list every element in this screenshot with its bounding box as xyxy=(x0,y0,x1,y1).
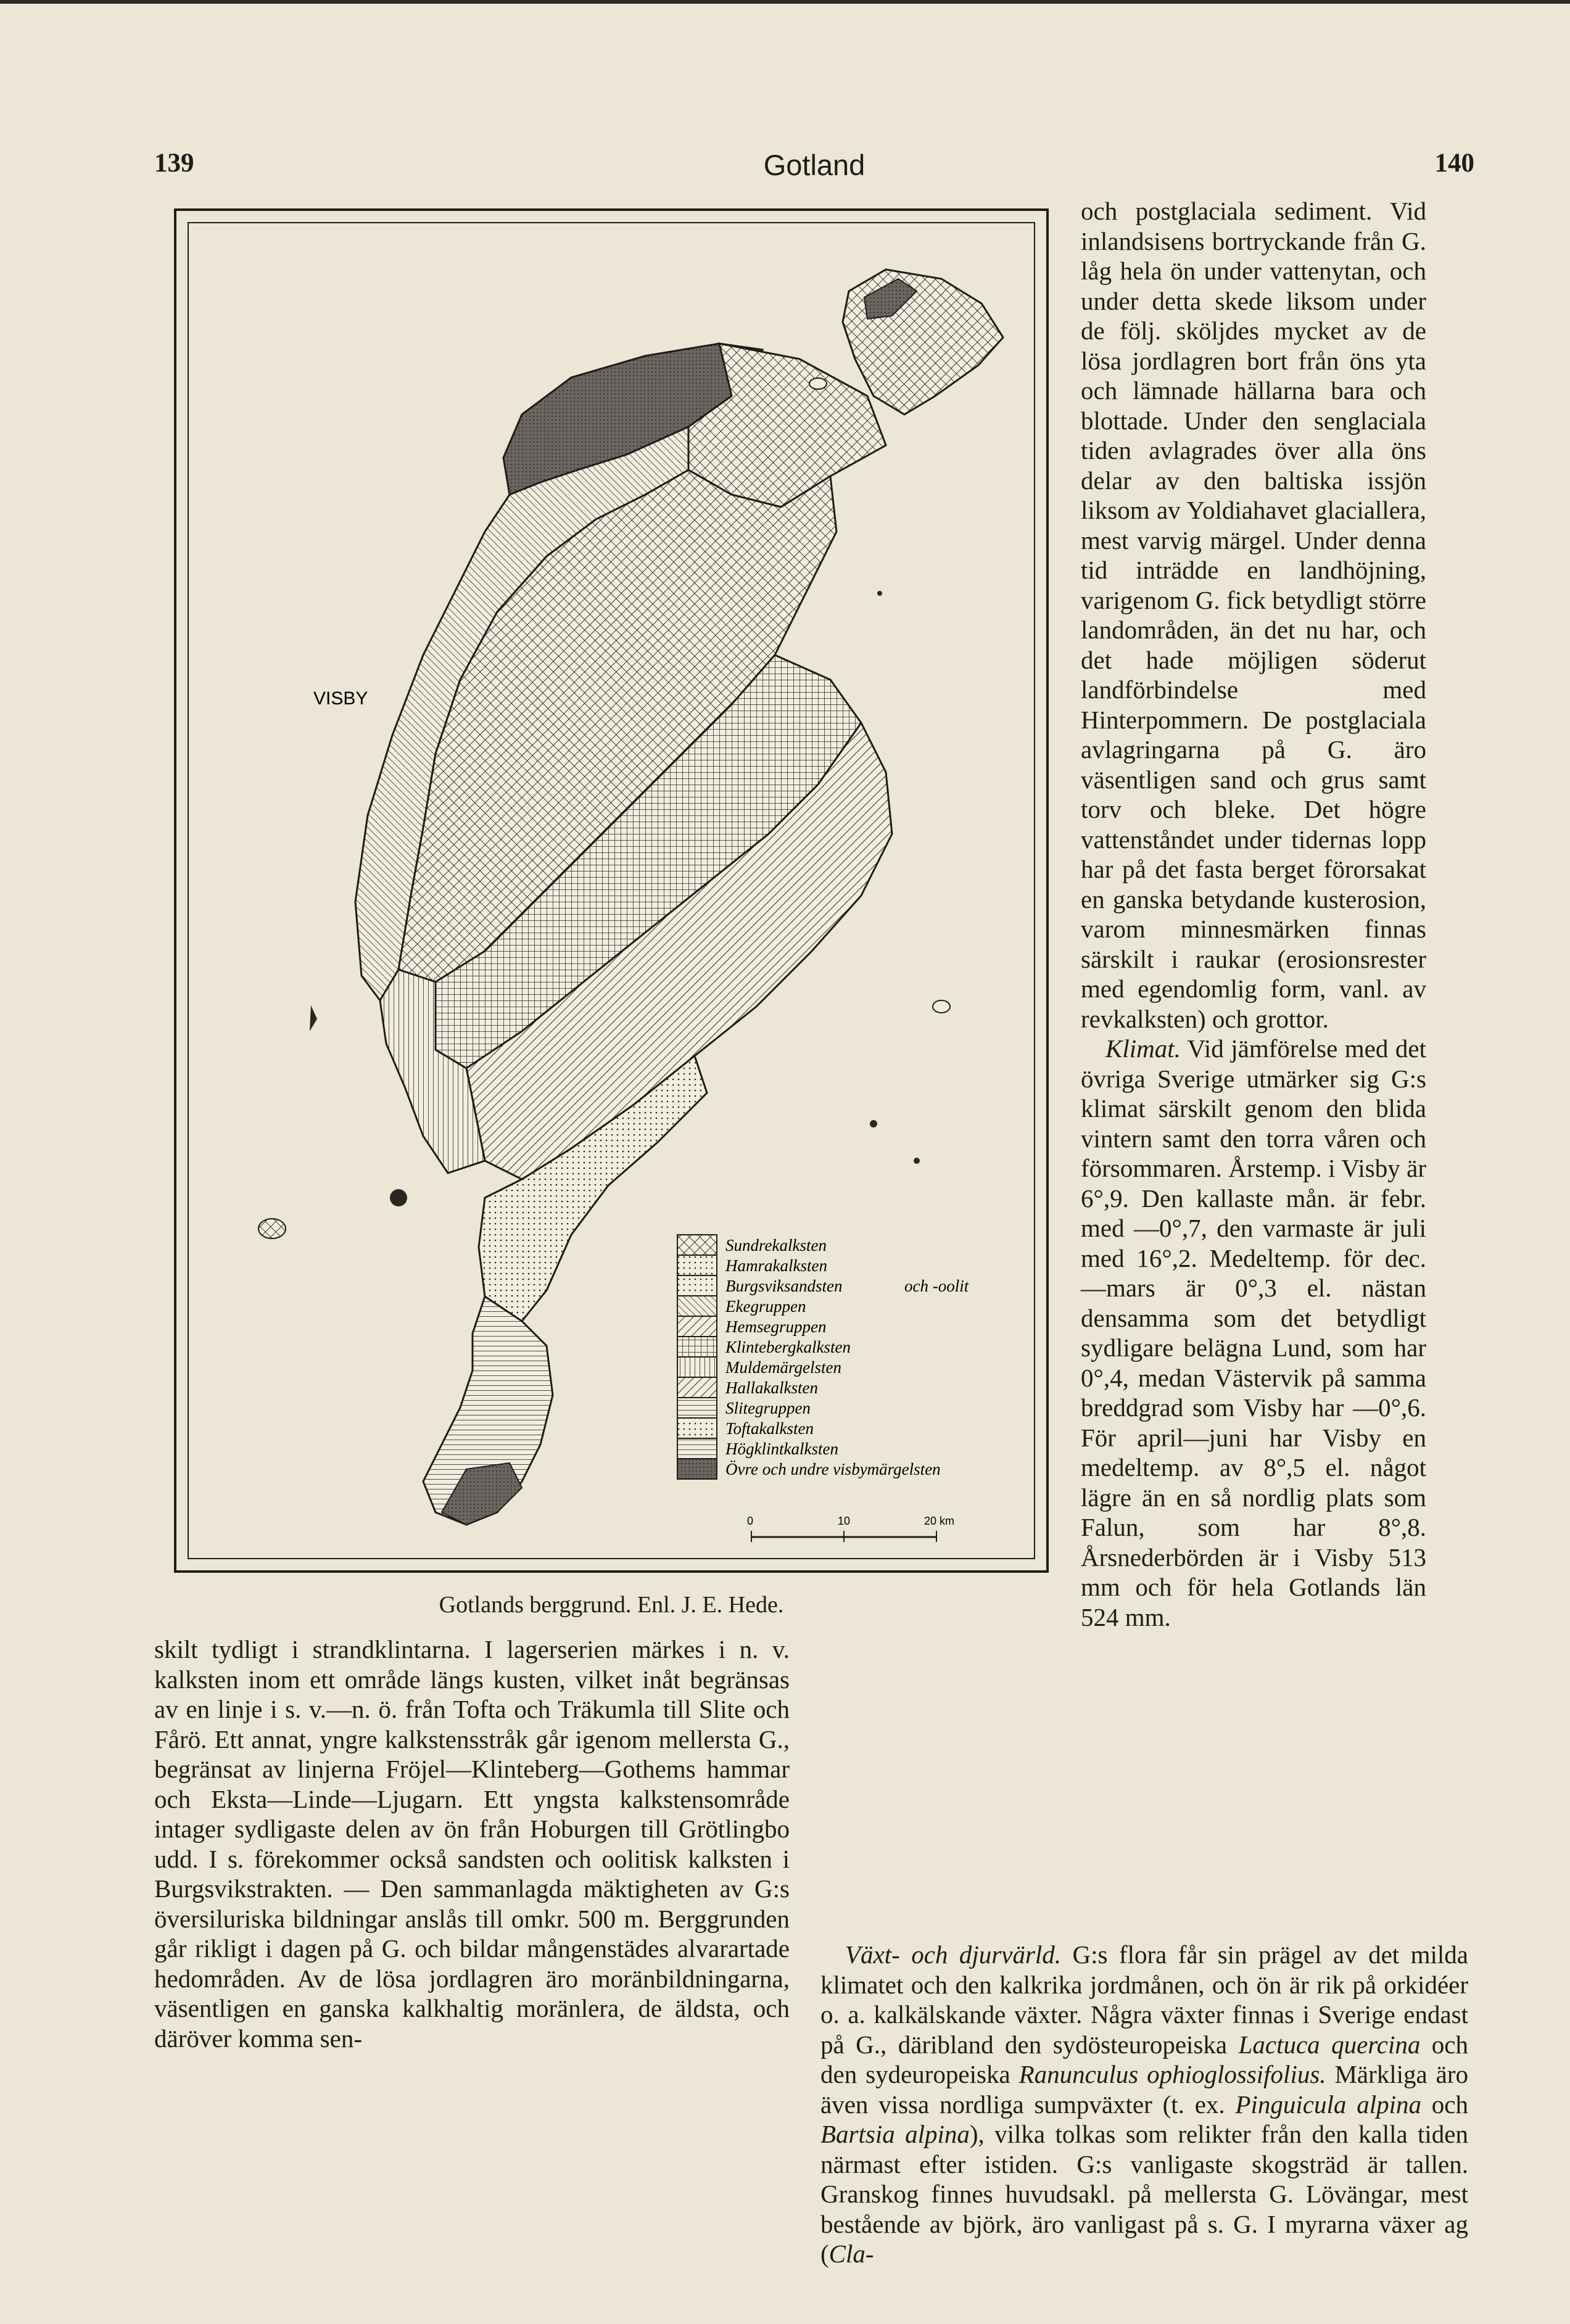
klimat-paragraph xyxy=(1081,1034,1426,1632)
legend-item: Toftakalksten xyxy=(725,1419,814,1438)
flora-heading: Växt- och djurvärld. xyxy=(845,1940,1062,1969)
legend-item: Hemsegruppen xyxy=(725,1317,827,1336)
map-legend xyxy=(677,1235,970,1479)
faro-island xyxy=(843,270,1003,414)
species-name: Bartsia alpina xyxy=(820,2120,970,2148)
legend-item-suffix: och -oolit xyxy=(904,1277,969,1295)
flora-text: Märkliga äro även vissa nordliga sumpväxter (t. ex. xyxy=(820,2060,1469,2119)
klimat-text: Vid jämförelse med det övriga Sverige utmärker sig G:s klimat särskilt genom den blida vintern samt den torra våren och försommaren. Årstemp. i Visby är 6°,9. Den kallaste mån. är febr. med —0°,7, den varmaste är juli med 16°,2. Medeltemp. för dec.—mars är 0°,3 el. nästan densamma som det betydligt sydligare belägna Lund, som har 0°,4, medan Västervik på samma breddgrad som Visby har —0°,6. För april—juni har Visby en medeltemp. av 8°,5 el. något lägre än en så nordlig plats som Falun, som har 8°,8. Årsnederbörden är i Visby 513 mm och för hela Gotlands län 524 mm. xyxy=(1081,1034,1426,1631)
map-caption: Gotlands berggrund. Enl. J. E. Hede. xyxy=(439,1592,784,1618)
species-name: Lactuca quercina xyxy=(1238,2030,1421,2059)
legend-item: Burgsviksandsten xyxy=(725,1277,843,1295)
scale-end: 20 km xyxy=(924,1515,955,1527)
flora-text: G:s flora får sin prägel av det milda klimatet och den kalkrika jordmånen, och ön är rik på orkidéer o. a. kalkälskande växter. Några växter finnas i Sverige endast på G., däribland den sydösteuropeiska xyxy=(820,1940,1468,2059)
scale-bar xyxy=(747,1515,954,1542)
flora-column xyxy=(820,1940,1468,2269)
flora-paragraph xyxy=(820,1940,1468,2269)
top-rule xyxy=(0,0,1570,4)
legend-item: Högklintkalksten xyxy=(725,1440,838,1458)
bedrock-paragraph: skilt tydligt i strandklintarna. I lagerserien märkes i n. v. kalksten inom ett område längs kusten, vilket inåt begränsas av en linje i s. v.—n. ö. från Tofta och Träkumla till Slite och Fårö. Ett annat, yngre kalkstensstråk går igenom mellersta G., begränsat av linjerna Fröjel—Klinteberg—Gothems hammar och Eksta—Linde—Ljugarn. Ett yngsta kalkstensområde intager sydligaste delen av ön från Hoburgen till Grötlingbo udd. I s. förekommer också sandsten och oolitisk kalksten i Burgsvikstrakten. — Den sammanlagda mäktigheten av G:s översiluriska bildningar anslås till omkr. 500 m. Berggrunden går rikligt i dagen på G. och bildar mångenstädes alvarartade hedområden. Av de lösa jordlagren äro moränbildningarna, väsentligen en ganska kalkhaltig moränlera, de äldsta, och däröver komma sen- xyxy=(154,1635,790,2053)
flora-text: ), vilka tolkas som relikter från den kalla tiden närmast efter istiden. G:s vanligaste skogsträd är tallen. Granskog finnes huvudsakl. på mellersta G. Lövängar, mest bestående av björk, äro vanligast på s. G. I myrarna växer ag ( xyxy=(820,2120,1468,2268)
running-title: Gotland xyxy=(763,149,866,181)
left-column-text xyxy=(154,1634,790,2053)
species-name: Ranunculus ophioglossifolius. xyxy=(1018,2060,1326,2088)
page-number-left: 139 xyxy=(154,149,194,178)
scale-mid: 10 xyxy=(838,1515,851,1527)
legend-item: Klintebergkalksten xyxy=(725,1338,851,1356)
island-west-small xyxy=(258,1219,286,1238)
legend-item: Slitegruppen xyxy=(725,1399,811,1417)
flora-text: och xyxy=(1421,2090,1468,2119)
flora-text: och den sydeuropeiska xyxy=(820,2030,1469,2088)
legend-item: Sundrekalksten xyxy=(725,1236,827,1255)
right-column-text xyxy=(1081,196,1426,1632)
town-label-visby: VISBY xyxy=(313,688,368,709)
geology-map xyxy=(174,208,1049,1573)
scale-zero: 0 xyxy=(747,1515,754,1527)
species-name: Pinguicula alpina xyxy=(1235,2090,1421,2119)
klimat-heading: Klimat. xyxy=(1105,1034,1181,1063)
page-header xyxy=(154,148,1474,185)
map-drawing xyxy=(176,211,1051,1575)
legend-item: Muldemärgelsten xyxy=(725,1358,841,1377)
species-name: Cla- xyxy=(828,2240,874,2268)
legend-item: Ekegruppen xyxy=(725,1297,806,1316)
page-number-right: 140 xyxy=(1434,149,1474,178)
legend-item: Övre och undre visbymärgelsten xyxy=(725,1460,941,1478)
sediment-paragraph: och postglaciala sediment. Vid inlandsisens bortryckande från G. låg hela ön under vattenytan, och under detta skede liksom under de följ. sköljdes mycket av de lösa jordlagren bort från öns yta och lämnade hällarna bara och blottade. Under den senglaciala tiden avlagrades över alla öns delar av den baltiska issjön liksom av Yoldiahavet glaciallera, mest varvig märgel. Under denna tid inträdde en landhöjning, varigenom G. fick betydligt större landområden, än det nu har, och det hade möjligen söderut landförbindelse med Hinterpommern. De postglaciala avlagringarna på G. äro väsentligen sand och grus samt torv och bleke. Det högre vattenståndet under tidernas lopp har på det fasta berget förorsakat en ganska betydande kusterosion, varom minnesmärken finnas särskilt i raukar (erosionsrester med egendomlig form, vanl. av revkalksten) och grottor. xyxy=(1081,197,1426,1033)
legend-item: Hallakalksten xyxy=(725,1378,818,1397)
legend-item: Hamrakalksten xyxy=(725,1256,827,1275)
